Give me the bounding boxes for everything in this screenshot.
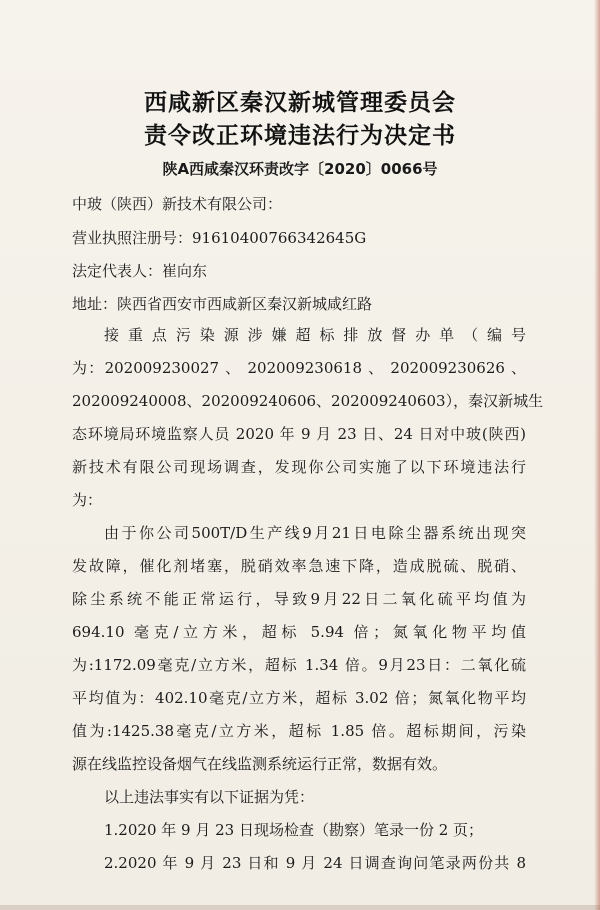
para2-line: 发故障，催化剂堵塞，脱硝效率急速下降，造成脱硫、脱硝、 — [72, 557, 526, 575]
para1-line: 为： — [72, 491, 103, 509]
para1-line: 202009240008、202009240606、202009240603），秦汉新城生 — [72, 392, 544, 410]
para2-line: 由于你公司500T/D生产线9月21日电除尘器系统出现突 — [104, 524, 526, 542]
para2-line: 除尘系统不能正常运行，导致9月22日二氧化硫平均值为 — [72, 590, 526, 608]
para1-line: 新技术有限公司现场调查，发现你公司实施了以下环境违法行 — [72, 458, 526, 476]
page-bottom-edge — [0, 905, 600, 910]
license-number: 营业执照注册号：91610400766342645G — [72, 229, 367, 247]
evidence-intro: 以上违法事实有以下证据为凭： — [104, 788, 315, 806]
para2-line: 平均值为：402.10毫克/立方米，超标 3.02 倍；氮氧化物平均 — [72, 689, 526, 707]
para2-line: 值为:1425.38毫克/立方米，超标 1.85 倍。超标期间，污染 — [72, 722, 526, 740]
para1-line: 态环境局环境监察人员 2020 年 9 月 23 日、24 日对中玻(陕西) — [72, 425, 526, 443]
para2-line: 为:1172.09毫克/立方米，超标 1.34 倍。9月23日：二氧化硫 — [72, 656, 526, 674]
evidence-item: 2.2020 年 9 月 23 日和 9 月 24 日调查询问笔录两份共 8 — [104, 854, 526, 872]
address: 地址：陕西省西安市西咸新区秦汉新城咸红路 — [72, 295, 373, 313]
recipient-company: 中玻（陕西）新技术有限公司： — [72, 195, 283, 213]
title-line-2: 责令改正环境违法行为决定书 — [144, 123, 456, 149]
para2-line: 源在线监控设备烟气在线监测系统运行正常，数据有效。 — [72, 755, 448, 773]
para2-line: 694.10 毫克/立方米，超标 5.94 倍；氮氧化物平均值 — [72, 623, 526, 641]
para1-line: 接重点污染源涉嫌超标排放督办单（编号 — [104, 326, 526, 344]
para1-line: 为：202009230027 、 202009230618 、 202009230626 、 — [72, 359, 526, 377]
title-line-1: 西咸新区秦汉新城管理委员会 — [144, 90, 456, 116]
evidence-item: 1.2020 年 9 月 23 日现场检查（勘察）笔录一份 2 页； — [104, 821, 484, 839]
legal-representative: 法定代表人：崔向东 — [72, 262, 208, 280]
document-number: 陕A西咸秦汉环责改字〔2020〕0066号 — [162, 160, 438, 178]
